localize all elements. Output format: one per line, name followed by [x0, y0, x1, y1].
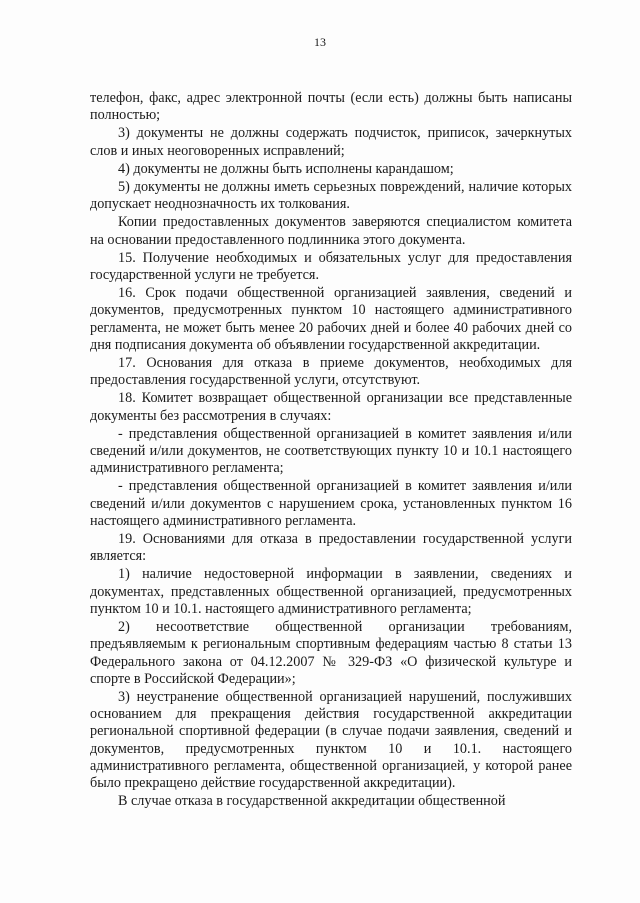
paragraph-refusal-case: В случае отказа в государственной аккредитации общественной: [118, 793, 506, 810]
paragraph-item-3-no-erasures: 3) документы не должны содержать подчисток, приписок, зачеркнутых слов и иных неоговоренных исправлений;: [90, 125, 572, 159]
document-body: [90, 90, 572, 811]
paragraph-continued-contacts: телефон, факс, адрес электронной почты (если есть) должны быть написаны полностью;: [90, 90, 572, 124]
paragraph-17: 17. Основания для отказа в приеме документов, необходимых для предоставления государственной услуги, отсутствуют.: [90, 355, 572, 389]
paragraph-18: 18. Комитет возвращает общественной организации все представленные документы без рассмотрения в случаях:: [90, 390, 572, 424]
paragraph-19: 19. Основаниями для отказа в предоставлении государственной услуги является:: [90, 531, 572, 565]
paragraph-15: 15. Получение необходимых и обязательных услуг для предоставления государственной услуги не требуется.: [90, 249, 572, 284]
page-number: 13: [314, 35, 326, 49]
paragraph-item-4-no-pencil: 4) документы не должны быть исполнены карандашом;: [118, 160, 454, 177]
paragraph-19-item-2: 2) несоответствие общественной организации требованиям, предъявляемым к региональным спортивным федерациям частью 8 статьи 13 Федерального закона от 04.12.2007 № 329-ФЗ «О физической культуре и спорте в Российской Федерации»;: [90, 619, 572, 687]
paragraph-16: 16. Срок подачи общественной организацией заявления, сведений и документов, предусмотренных пунктом 10 настоящего административного регламента, не может быть менее 20 рабочих дней и более 40 рабочих дней со дня подписания документа об объявлении государственной аккредитации.: [90, 285, 572, 353]
paragraph-19-item-1: 1) наличие недостоверной информации в заявлении, сведениях и документах, представленных общественной организацией, предусмотренных пунктом 10 и 10.1. настоящего административного регламента;: [90, 566, 572, 617]
paragraph-18-case-2: - представления общественной организацией в комитет заявления и/или сведений и/или документов с нарушением срока, установленных пунктом 16 настоящего административного регламента.: [90, 478, 572, 529]
paragraph-18-case-1: - представления общественной организацией в комитет заявления и/или сведений и/или документов, не соответствующих пункту 10 и 10.1 настоящего административного регламента;: [90, 425, 572, 477]
paragraph-copies-certified: Копии предоставленных документов заверяются специалистом комитета на основании предоставленного подлинника этого документа.: [90, 214, 572, 248]
paragraph-19-item-3: 3) неустранение общественной организацией нарушений, послуживших основанием для прекращения действия государственной аккредитации региональной спортивной федерации (в случае подачи заявления, сведений и документов, предусмотренных пунктом 10 и 10.1. настоящего административного регламента, общественной организацией, у которой ранее было прекращено действие государственной аккредитации).: [90, 688, 572, 791]
paragraph-item-5-no-damage: 5) документы не должны иметь серьезных повреждений, наличие которых допускает неоднозначность их толкования.: [90, 179, 572, 213]
